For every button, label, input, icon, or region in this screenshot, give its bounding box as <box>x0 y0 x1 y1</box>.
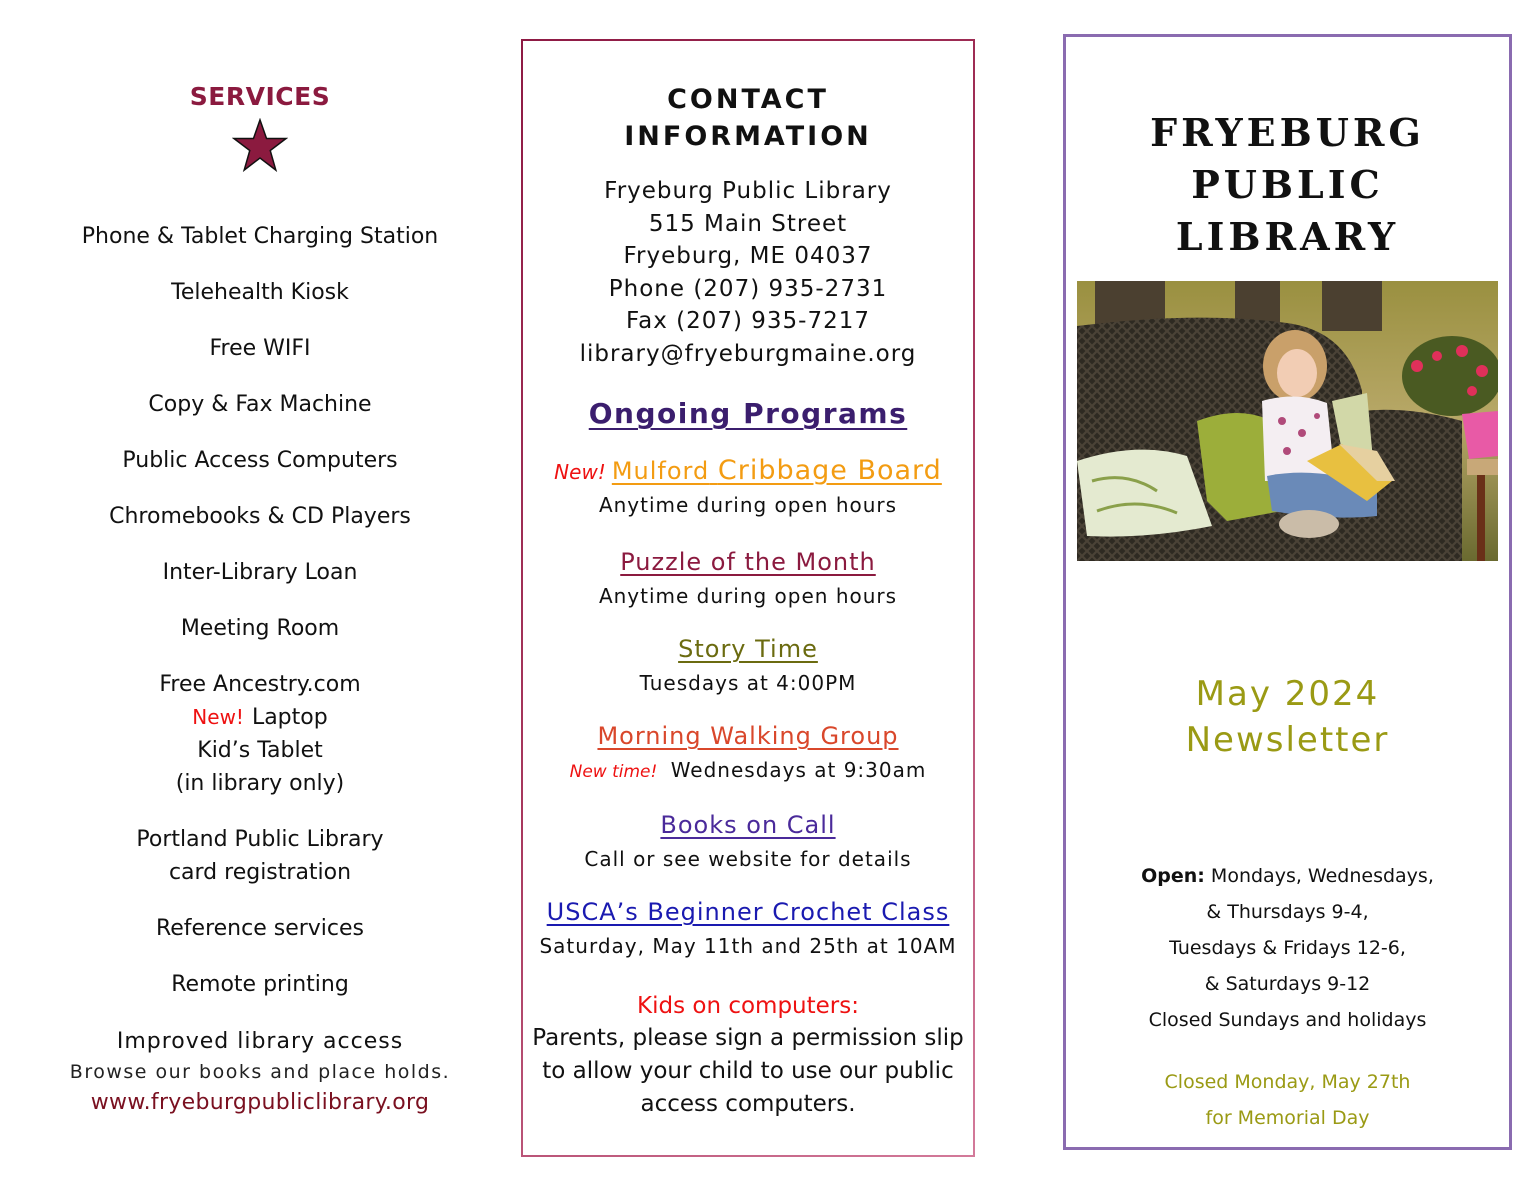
service-item: Copy & Fax Machine <box>148 392 372 417</box>
program-title-part: Cribbage Board <box>717 455 942 486</box>
program-title[interactable]: Books on Call <box>660 811 836 839</box>
cover-photo <box>1077 281 1498 561</box>
program-detail: Anytime during open hours <box>598 493 898 517</box>
service-item: Meeting Room <box>180 616 340 641</box>
service-line <box>40 701 480 734</box>
closure-line: for Memorial Day <box>1205 1107 1370 1129</box>
services-title: SERVICES <box>189 82 331 111</box>
service-item-multi <box>40 668 480 800</box>
service-item: Phone & Tablet Charging Station <box>81 224 439 249</box>
contact-title <box>523 81 973 155</box>
hours-line <box>1066 858 1509 894</box>
program-detail: Tuesdays at 4:00PM <box>639 671 857 695</box>
program-story-time <box>523 632 973 697</box>
kids-notice-title: Kids on computers: <box>637 993 859 1019</box>
kids-notice <box>523 990 973 1121</box>
service-line: (in library only) <box>175 771 345 796</box>
hours-line: Tuesdays & Fridays 12-6, <box>1169 937 1406 959</box>
website-link[interactable]: www.fryeburgpubliclibrary.org <box>90 1090 430 1115</box>
program-detail-text: Wednesdays at 9:30am <box>670 758 927 782</box>
fax-number: Fax (207) 935-7217 <box>625 308 871 334</box>
program-crochet-class <box>523 895 973 960</box>
service-line: Portland Public Library <box>136 827 384 852</box>
service-item-multi <box>40 823 480 889</box>
service-item: Inter-Library Loan <box>162 560 358 585</box>
open-label: Open: <box>1141 865 1205 887</box>
star-icon <box>40 118 480 174</box>
kids-notice-line: Parents, please sign a permission slip <box>532 1025 964 1051</box>
program-title[interactable]: Morning Walking Group <box>597 722 899 750</box>
program-title[interactable]: Puzzle of the Month <box>620 548 876 576</box>
phone-number: Phone (207) 935-2731 <box>608 275 888 302</box>
new-time-badge: New time! <box>569 762 658 782</box>
program-title-part: Mulford <box>611 457 710 485</box>
library-title-line: FRYEBURG <box>1150 110 1425 155</box>
program-cribbage <box>523 454 973 519</box>
newsletter-label: Newsletter <box>1185 720 1390 760</box>
service-item: Public Access Computers <box>122 448 398 473</box>
services-panel <box>40 70 480 1119</box>
program-detail: Saturday, May 11th and 25th at 10AM <box>539 934 957 958</box>
service-item: Free WIFI <box>209 336 311 361</box>
library-access-block <box>40 1027 480 1119</box>
service-line-text: Laptop <box>251 705 328 730</box>
city-state-zip: Fryeburg, ME 04037 <box>623 243 873 269</box>
access-title: Improved library access <box>116 1029 404 1054</box>
program-title[interactable] <box>612 457 942 485</box>
library-title-line: PUBLIC <box>1191 162 1384 207</box>
programs-title: Ongoing Programs <box>588 397 908 430</box>
library-name: Fryeburg Public Library <box>604 178 892 204</box>
kids-notice-line: to allow your child to use our public <box>542 1058 954 1084</box>
access-subtitle: Browse our books and place holds. <box>69 1061 451 1083</box>
holiday-closure-note <box>1066 1064 1509 1136</box>
service-line: Kid’s Tablet <box>197 738 323 763</box>
program-detail: Call or see website for details <box>584 847 912 871</box>
program-title[interactable]: Story Time <box>678 635 818 663</box>
program-detail: Anytime during open hours <box>598 584 898 608</box>
hours-line: Closed Sundays and holidays <box>1148 1009 1427 1031</box>
program-walking-group <box>523 719 973 786</box>
service-item: Chromebooks & CD Players <box>109 504 411 529</box>
contact-panel <box>521 39 975 1157</box>
kids-notice-line: access computers. <box>640 1091 856 1117</box>
service-item: Reference services <box>155 916 365 941</box>
service-item: Remote printing <box>171 972 349 997</box>
email-address[interactable]: library@fryeburgmaine.org <box>579 340 917 367</box>
library-title <box>1066 107 1509 263</box>
kids-notice-body <box>523 1022 973 1121</box>
hours-line: & Saturdays 9-12 <box>1204 973 1371 995</box>
library-title-line: LIBRARY <box>1175 214 1400 259</box>
opening-hours <box>1066 858 1509 1038</box>
contact-title-line: INFORMATION <box>624 121 872 152</box>
newsletter-month: May 2024 <box>1195 674 1380 714</box>
program-books-on-call <box>523 808 973 873</box>
new-badge: New! <box>554 460 606 484</box>
closure-line: Closed Monday, May 27th <box>1164 1071 1411 1093</box>
hours-text: Mondays, Wednesdays, <box>1204 865 1434 887</box>
new-badge: New! <box>192 705 244 729</box>
newsletter-title <box>1066 671 1509 763</box>
program-detail <box>523 756 973 786</box>
service-item: Telehealth Kiosk <box>171 280 349 305</box>
hours-line: & Thursdays 9-4, <box>1206 901 1369 923</box>
street-address: 515 Main Street <box>648 210 848 237</box>
service-line: card registration <box>168 860 352 885</box>
contact-title-line: CONTACT <box>667 84 829 115</box>
program-puzzle <box>523 545 973 610</box>
service-line: Free Ancestry.com <box>159 672 361 697</box>
contact-details <box>523 175 973 370</box>
services-list <box>40 220 480 1001</box>
cover-panel <box>1063 34 1512 1150</box>
program-title[interactable]: USCA’s Beginner Crochet Class <box>546 898 950 926</box>
